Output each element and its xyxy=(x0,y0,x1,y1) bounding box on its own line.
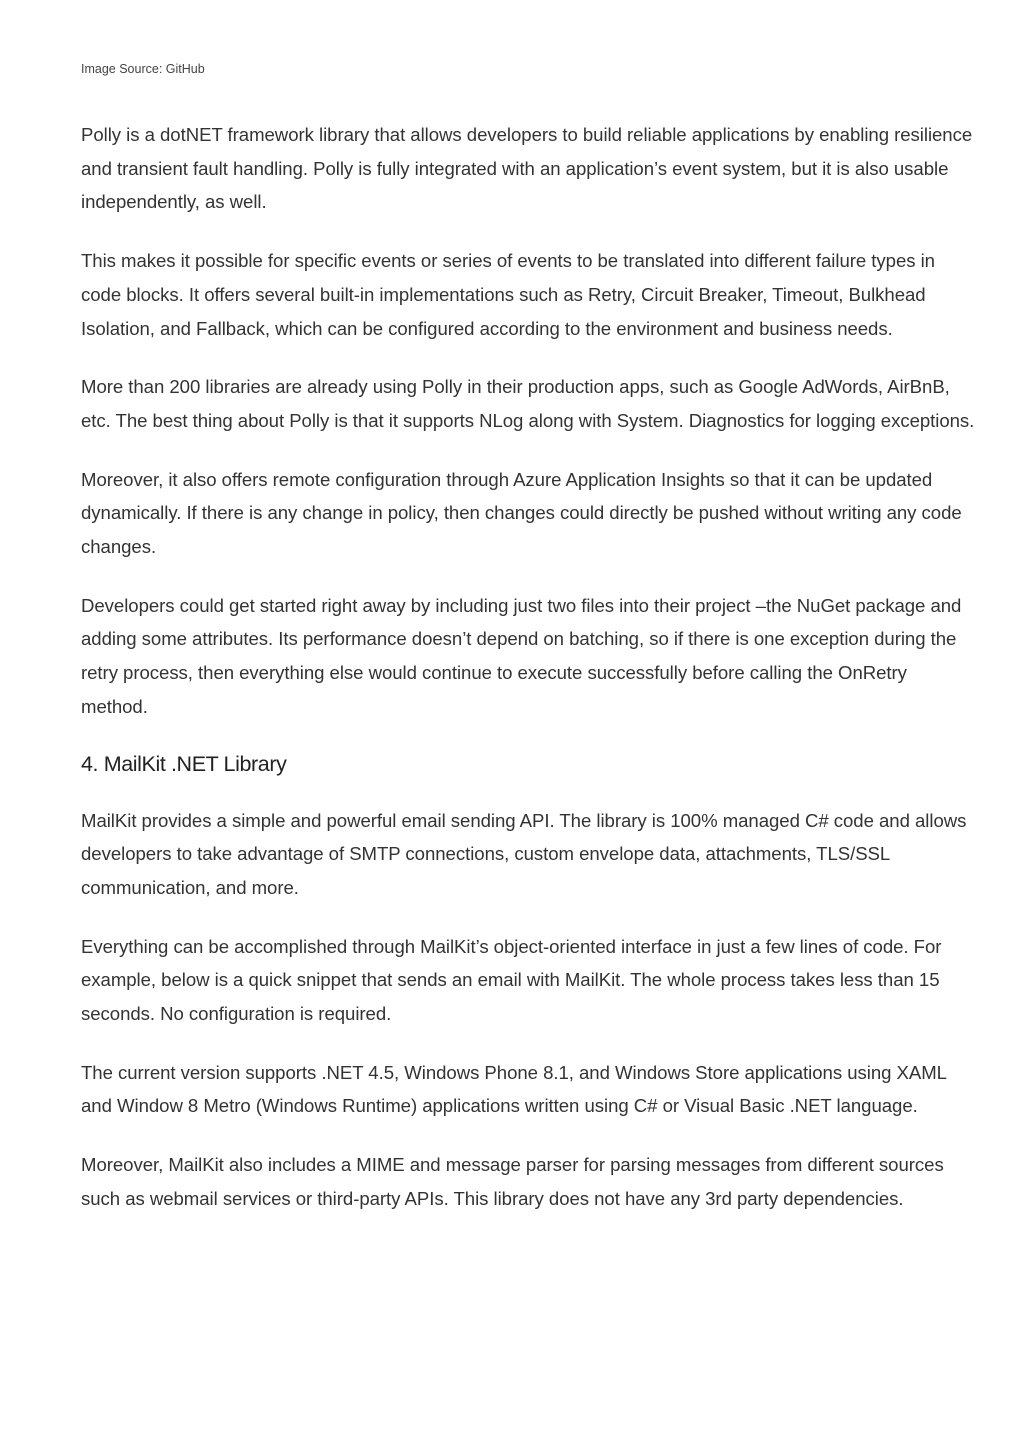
paragraph-mailkit-parser: Moreover, MailKit also includes a MIME and message parser for parsing messages from different sources such as webmail services or third-party APIs. This library does not have any 3rd party dependencies. xyxy=(81,1154,944,1209)
paragraph-polly-implementations: This makes it possible for specific events or series of events to be translated into different failure types in code blocks. It offers several built-in implementations such as Retry, Circuit Breaker, Timeout, Bulkhead Isolation, and Fallback, which can be configured according to the environment and business needs. xyxy=(81,250,935,339)
paragraph-mailkit-platforms: The current version supports .NET 4.5, Windows Phone 8.1, and Windows Store applications using XAML and Window 8 Metro (Windows Runtime) applications written using C# or Visual Basic .NET language. xyxy=(81,1061,947,1117)
paragraph-polly-remote-config: Moreover, it also offers remote configuration through Azure Application Insights so that it can be updated dynamically. If there is any change in policy, then changes could directly be pushed without writing any code changes. xyxy=(81,468,962,558)
paragraph-polly-adoption: More than 200 libraries are already using Polly in their production apps, such as Google AdWords, AirBnB, etc. The best thing about Polly is that it supports NLog along with System. Diagnostics for logging exceptions. xyxy=(81,376,975,431)
section-heading-mailkit: 4. MailKit .NET Library xyxy=(81,751,287,776)
image-source-caption: Image Source: GitHub xyxy=(81,62,205,76)
paragraph-mailkit-intro: MailKit provides a simple and powerful email sending API. The library is 100% managed C# code and allows developers to take advantage of SMTP connections, custom envelope data, attachments, TLS/SSL communication, and more. xyxy=(81,809,967,898)
article-body xyxy=(81,58,976,1241)
paragraph-polly-intro: Polly is a dotNET framework library that allows developers to build reliable applications by enabling resilience and transient fault handling. Polly is fully integrated with an application’s event system, but it is also usable independently, as well. xyxy=(81,124,973,213)
paragraph-mailkit-interface: Everything can be accomplished through MailKit’s object-oriented interface in just a few lines of code. For example, below is a quick snippet that sends an email with MailKit. The whole process takes less than 15 seconds. No configuration is required. xyxy=(81,935,942,1025)
paragraph-polly-getting-started: Developers could get started right away by including just two files into their project –the NuGet package and adding some attributes. Its performance doesn’t depend on batching, so if there is one exception during the retry process, then everything else would continue to execute successfully before calling the OnRetry method. xyxy=(81,594,962,717)
